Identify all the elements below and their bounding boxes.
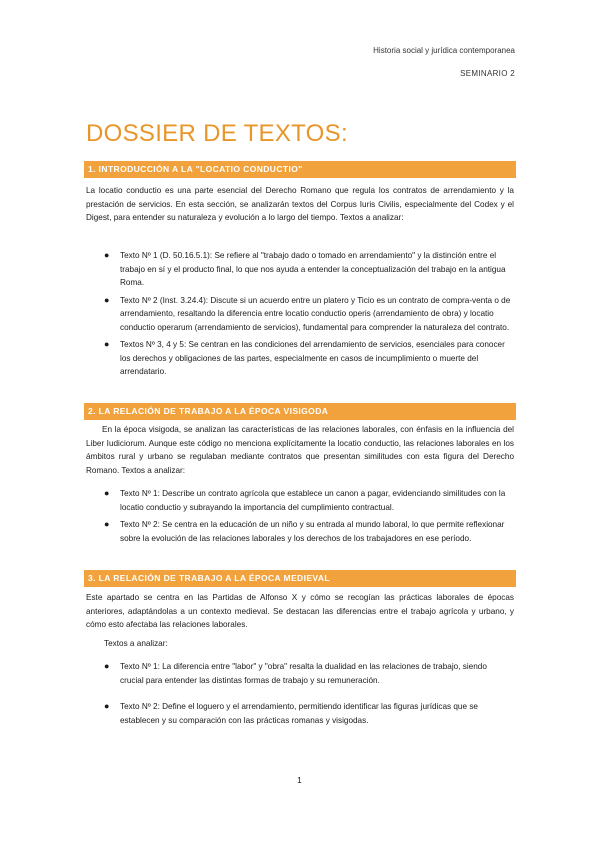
list-item: ● Texto Nº 1: La diferencia entre "labor" y "obra" resalta la dualidad en las relaciones de trabajo, siendo crucial para entender las distintas formas de trabajo y su remuneración.: [104, 661, 487, 685]
section-1-heading: 1. INTRODUCCIÓN A LA "LOCATIO CONDUCTIO": [84, 161, 516, 178]
section-3-label: Textos a analizar:: [104, 639, 168, 648]
list-item: ● Texto Nº 1: Describe un contrato agrícola que establece un canon a pagar, evidenciando similitudes con la locatio conductio y subrayando la importancia del cumplimiento contractual.: [104, 488, 506, 512]
list-item: ● Texto Nº 1 (D. 50.16.5.1): Se refiere al "trabajo dado o tomado en arrendamiento" y la distinción entre el trabajo en sí y el producto final, lo que nos ayuda a entender la conceptualización del trabajo en la antigua Roma.: [104, 250, 506, 287]
bullet-icon: ●: [104, 701, 110, 711]
section-3-list: [100, 660, 512, 727]
bullet-icon: ●: [104, 661, 110, 671]
page-number: 1: [297, 775, 302, 785]
list-item: ● Texto Nº 2: Define el loguero y el arrendamiento, permitiendo identificar las figuras jurídicas que se establecen y su comparación con las prácticas romanas y visigodas.: [104, 701, 478, 725]
bullet-icon: ●: [104, 339, 110, 349]
section-3-intro: Este apartado se centra en las Partidas de Alfonso X y cómo se recogían las prácticas laborales de épocas anteriores, adaptándolas a un contexto medieval. Se destacan las diferencias entre el trabajo agrícola y urbano, y cómo esto afectaba las relaciones laborales.: [86, 593, 514, 629]
bullet-icon: ●: [104, 294, 110, 305]
bullet-icon: ●: [104, 519, 110, 529]
list-item: ● Texto Nº 2: Se centra en la educación de un niño y su entrada al mundo laboral, lo que permite reflexionar sobre la evolución de las relaciones laborales y los derechos de los trabajadores en ese período.: [104, 519, 505, 543]
section-3-heading: 3. LA RELACIÓN DE TRABAJO A LA ÉPOCA MEDIEVAL: [84, 570, 516, 587]
section-2-intro: En la época visigoda, se analizan las características de las relaciones laborales, con énfasis en la influencia del Liber Iudiciorum. Aunque este código no menciona explícitamente la locatio conductio, las relaciones laborales en los ámbitos rural y urbano se regulaban mediante contratos que presentan similitudes con esta figura del Derecho Romano. Textos a analizar:: [86, 425, 514, 475]
section-2-heading: 2. LA RELACIÓN DE TRABAJO A LA ÉPOCA VISIGODA: [84, 403, 516, 420]
list-item: ● Texto Nº 2 (Inst. 3.24.4): Discute si un acuerdo entre un platero y Ticio es un contrato de compra-venta o de arrendamiento, resaltando la diferencia entre locatio conductio operis (arrendamiento de obra) y locatio conductio operarum (arrendamiento de servicios), fundamental para comprender la naturaleza del contrato.: [104, 294, 511, 332]
list-item: ● Textos Nº 3, 4 y 5: Se centran en las condiciones del arrendamiento de servicios, esenciales para conocer los derechos y obligaciones de las partes, especialmente en casos de incumplimiento o muerte del arrendatario.: [104, 339, 505, 376]
header-course: Historia social y jurídica contemporanea: [373, 46, 515, 55]
section-1-list: [100, 249, 512, 379]
section-1-intro: La locatio conductio es una parte esencial del Derecho Romano que regula los contratos de arrendamiento y la prestación de servicios. En esta sección, se analizarán textos del Corpus Iuris Civilis, especialmente del Codex y el Digest, para entender su naturaleza y evolución a lo largo del tiempo. Textos a analizar:: [86, 186, 514, 222]
header-seminar: SEMINARIO 2: [460, 69, 515, 78]
bullet-icon: ●: [104, 250, 110, 260]
bullet-icon: ●: [104, 488, 110, 498]
page-title: DOSSIER DE TEXTOS:: [86, 120, 348, 147]
section-2-list: [100, 487, 512, 545]
